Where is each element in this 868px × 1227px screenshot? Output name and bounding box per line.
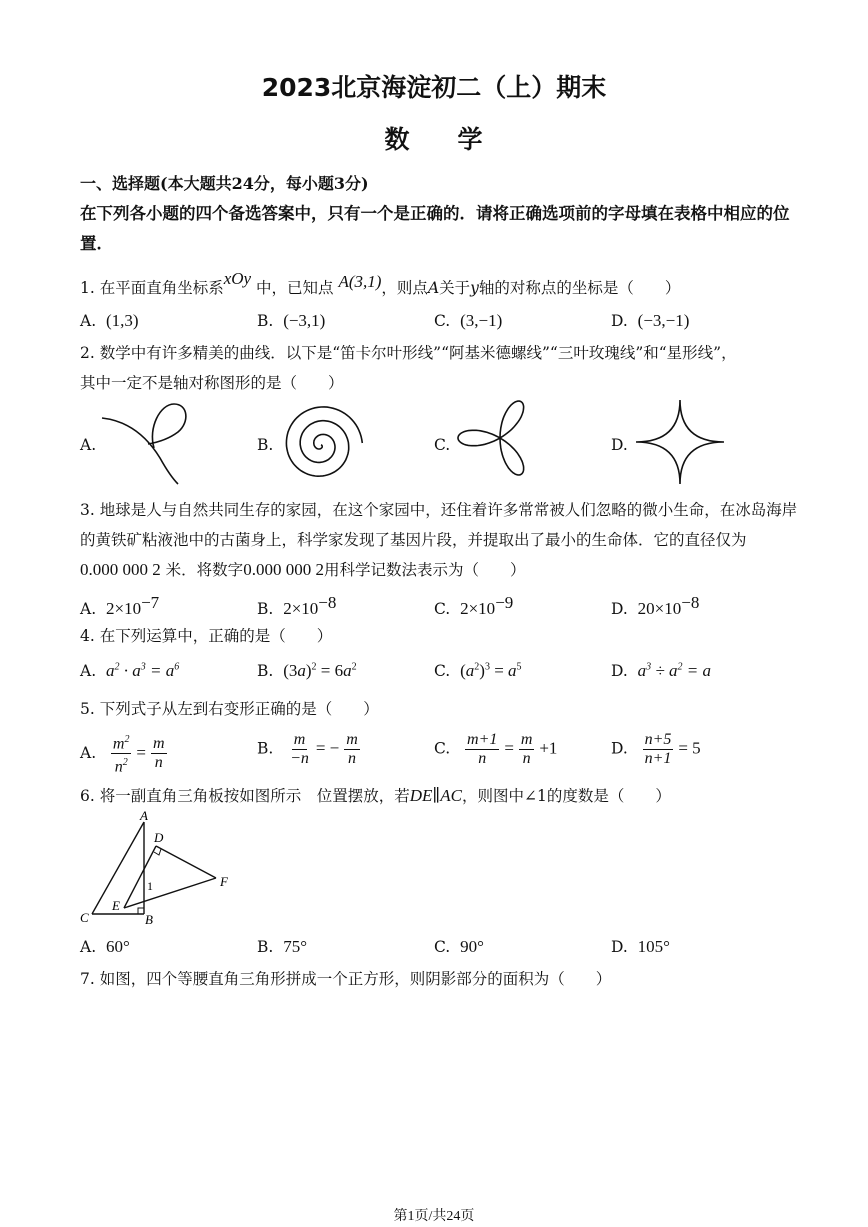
q2-option-b[interactable]: B. <box>257 436 274 454</box>
q6-option-b[interactable]: B. 75° <box>257 937 307 956</box>
q1-option-a[interactable]: A. (1,3) <box>80 311 139 330</box>
page-footer: 第1页/共24页 <box>393 1209 475 1224</box>
label-d: D <box>154 830 164 845</box>
subject-title: 数学 <box>384 125 531 154</box>
q1-option-c[interactable]: C. (3,−1) <box>434 311 503 330</box>
q6-option-a[interactable]: A. 60° <box>80 937 130 956</box>
q3-option-d[interactable]: D. $20\times 10^{-8}$ <box>611 593 700 619</box>
triangle-set-figure <box>80 808 250 928</box>
q5-option-c[interactable]: C. $\frac{m+1}{n}$ = $\frac{m}{n}$ +1 <box>434 731 558 767</box>
q3-stem-line1: 3. 地球是人与自然共同生存的家园，在这个家园中，还住着许多常常被人们忽略的微小生命，在冰岛海岸 <box>80 501 798 519</box>
q4-option-b[interactable]: B. $(3a)^2 = 6a^2$ <box>257 661 357 680</box>
q2-option-a[interactable]: A. <box>80 436 97 454</box>
page-title: 2023北京海淀初二（上）期末 <box>261 73 607 102</box>
label-a: A <box>140 808 148 823</box>
folium-curve-figure <box>98 398 198 486</box>
label-angle-1: 1 <box>147 879 153 893</box>
section-instruction: 在下列各小题的四个备选答案中，只有一个是正确的．请将正确选项前的字母填在表格中相应的位置． <box>80 204 790 253</box>
section-heading: 一、选择题(本大题共24分，每小题3分) <box>80 174 369 193</box>
q5-option-b[interactable]: B. $\frac{m}{-n}$ = − $\frac{m}{n}$ <box>257 731 358 767</box>
q2-option-c[interactable]: C. <box>434 436 451 454</box>
label-f: F <box>220 874 228 889</box>
q5-stem: 5. 下列式子从左到右变形正确的是（ ） <box>80 700 379 718</box>
three-leaf-rose-figure <box>452 398 548 490</box>
q4-option-a[interactable]: A. $a^2 \cdot a^3 = a^6$ <box>80 661 180 680</box>
q4-option-c[interactable]: C. $(a^2)^3 = a^5$ <box>434 661 522 680</box>
label-b: B <box>145 912 153 927</box>
q6-option-c[interactable]: C. 90° <box>434 937 484 956</box>
q3-stem-line3: 0.000 000 2 米．将数字0.000 000 2用科学记数法表示为（ ） <box>80 560 526 579</box>
q2-stem-line1: 2. 数学中有许多精美的曲线．以下是“笛卡尔叶形线”“阿基米德螺线”“三叶玫瑰线”和“星形线”， <box>80 344 737 362</box>
q3-option-a[interactable]: A. $2\times 10^{-7}$ <box>80 593 160 619</box>
q1-option-d[interactable]: D. (−3,−1) <box>611 311 690 330</box>
q1-stem: 1. 在平面直角坐标系xOy 中，已知点 A(3,1)，则点A关于y轴的对称点的坐标是（ ） <box>80 269 681 297</box>
astroid-figure <box>634 398 726 486</box>
archimedes-spiral-figure <box>276 400 366 490</box>
q3-option-b[interactable]: B. $2\times 10^{-8}$ <box>257 593 337 619</box>
q4-option-d[interactable]: D. $a^3 \div a^2 = a$ <box>611 661 711 680</box>
q5-option-d[interactable]: D. $\frac{n+5}{n+1}$ = 5 <box>611 731 701 767</box>
q3-option-c[interactable]: C. $2\times 10^{-9}$ <box>434 593 514 619</box>
q1-option-b[interactable]: B. (−3,1) <box>257 311 326 330</box>
label-e: E <box>112 898 120 913</box>
q6-option-d[interactable]: D. 105° <box>611 937 670 956</box>
q2-stem-line2: 其中一定不是轴对称图形的是（ ） <box>80 374 344 392</box>
q7-stem: 7. 如图，四个等腰直角三角形拼成一个正方形，则阴影部分的面积为（ ） <box>80 970 612 988</box>
q4-stem: 4. 在下列运算中，正确的是（ ） <box>80 627 333 645</box>
q6-stem: 6. 将一副直角三角板按如图所示 位置摆放，若DE∥AC，则图中∠1的度数是（ ） <box>80 786 671 805</box>
q5-option-a[interactable]: A. $\frac{m^2}{n^2}$ = $\frac{m}{n}$ <box>80 731 167 777</box>
label-c: C <box>80 910 89 925</box>
q2-option-d[interactable]: D. <box>611 436 628 454</box>
q3-stem-line2: 的黄铁矿粘液池中的古菌身上，科学家发现了基因片段，并提取出了最小的生命体．它的直径仅为 <box>80 531 747 549</box>
